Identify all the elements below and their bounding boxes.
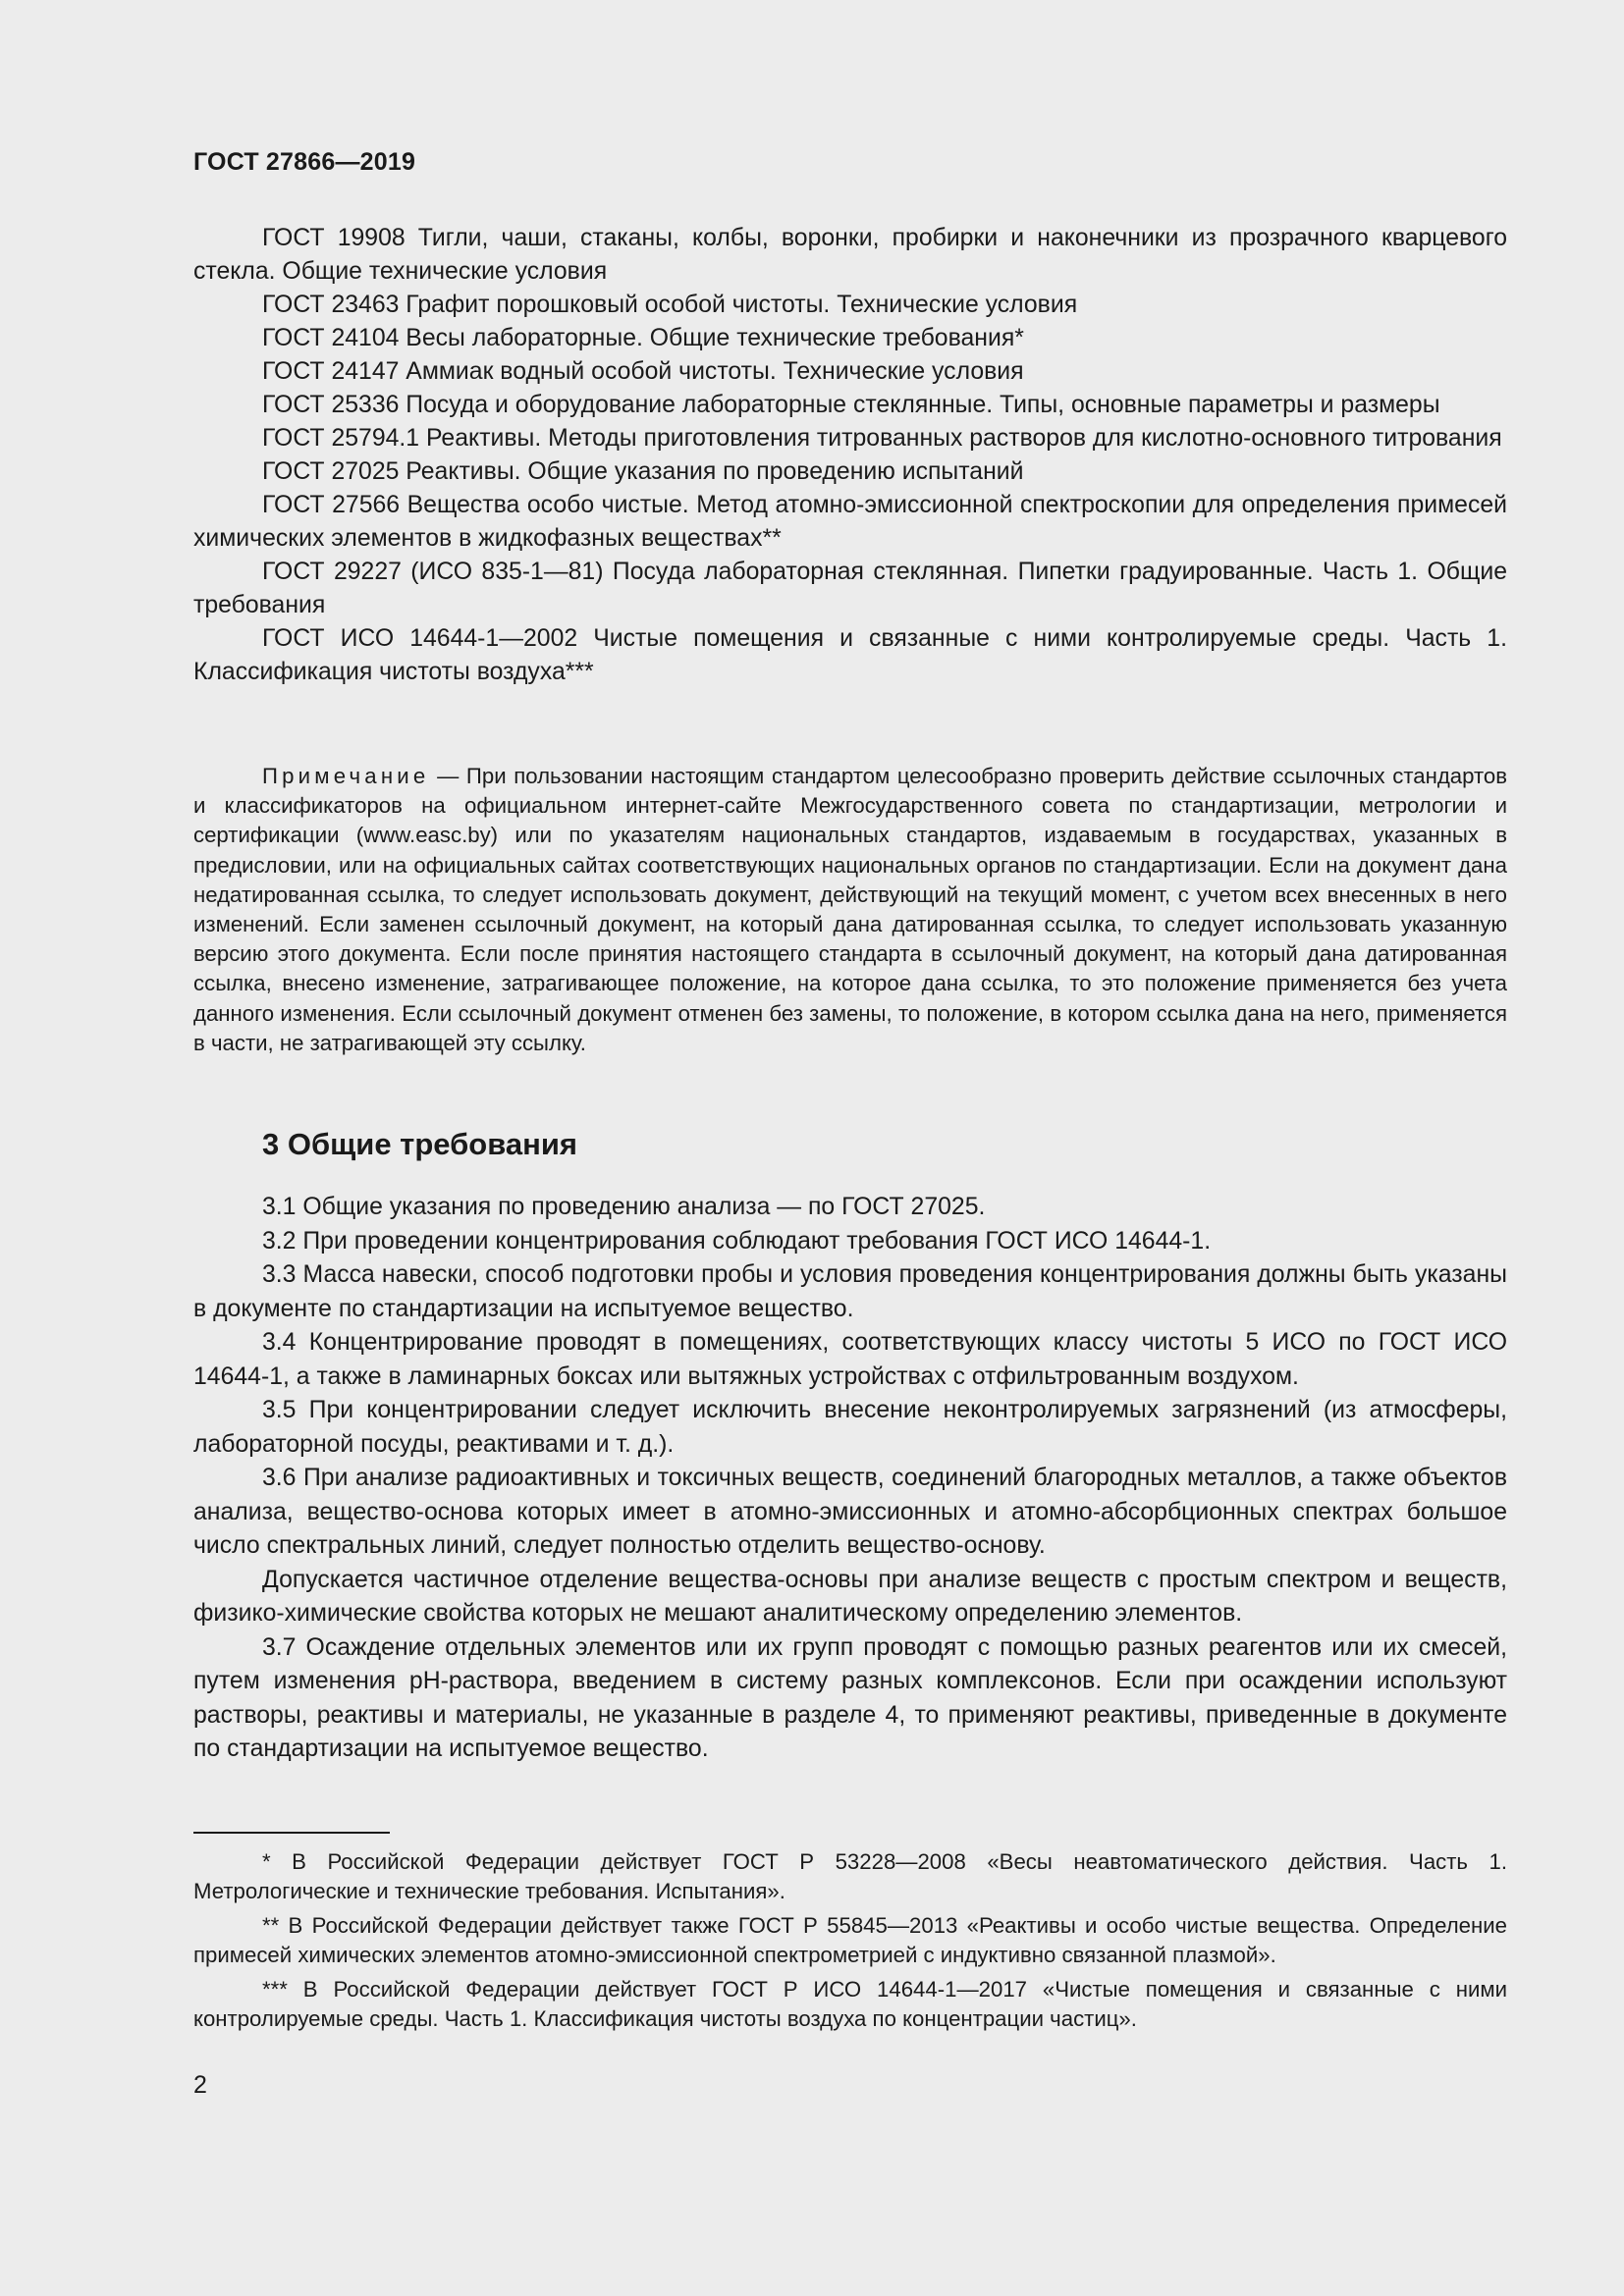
document-header: ГОСТ 27866—2019 [193,148,416,176]
normative-references-list [193,222,1507,689]
reference-item: ГОСТ 24104 Весы лабораторные. Общие технические требования* [262,325,1024,351]
section-paragraph: 3.4 Концентрирование проводят в помещениях, соответствующих классу чистоты 5 ИСО по ГОСТ ИСО 14644-1, а также в ламинарных боксах или вытяжных устройствах с отфильтрованным воздухом. [193,1329,1507,1390]
note-paragraph [193,762,1507,1058]
section-paragraph: 3.5 При концентрировании следует исключить внесение неконтролируемых загрязнений (из атмосферы, лабораторной посуды, реактивами и т. д.). [193,1397,1507,1458]
section-paragraph: 3.3 Масса навески, способ подготовки пробы и условия проведения концентрирования должны быть указаны в документе по стандартизации на испытуемое вещество. [193,1261,1507,1322]
section-paragraph: Допускается частичное отделение вещества-основы при анализе веществ с простым спектром и веществ, физико-химические свойства которых не мешают аналитическому определению элементов. [193,1566,1507,1627]
reference-item: ГОСТ 27566 Вещества особо чистые. Метод атомно-эмиссионной спектроскопии для определения примесей химических элементов в жидкофазных веществах** [193,492,1507,552]
note-label: Примечание [262,764,430,788]
reference-item: ГОСТ ИСО 14644-1—2002 Чистые помещения и связанные с ними контролируемые среды. Часть 1. Классификация чистоты воздуха*** [193,625,1507,685]
footnote-separator [193,1832,390,1834]
section-body [193,1191,1507,1767]
footnotes [193,1847,1507,2039]
reference-item: ГОСТ 24147 Аммиак водный особой чистоты. Технические условия [262,358,1024,385]
page-number: 2 [193,2071,207,2099]
section-title: 3 Общие требования [262,1127,577,1161]
reference-item: ГОСТ 29227 (ИСО 835-1—81) Посуда лабораторная стеклянная. Пипетки градуированные. Часть 1. Общие требования [193,559,1507,618]
section-paragraph: 3.1 Общие указания по проведению анализа — по ГОСТ 27025. [262,1194,986,1220]
reference-item: ГОСТ 25336 Посуда и оборудование лабораторные стеклянные. Типы, основные параметры и размеры [262,392,1440,418]
reference-item: ГОСТ 27025 Реактивы. Общие указания по проведению испытаний [262,458,1024,485]
reference-item: ГОСТ 23463 Графит порошковый особой чистоты. Технические условия [262,292,1078,318]
footnote-item: *** В Российской Федерации действует ГОСТ Р ИСО 14644-1—2017 «Чистые помещения и связанные с ними контролируемые среды. Часть 1. Классификация чистоты воздуха по концентрации частиц». [193,1977,1507,2031]
footnote-item: * В Российской Федерации действует ГОСТ Р 53228—2008 «Весы неавтоматического действия. Часть 1. Метрологические и технические требования. Испытания». [193,1849,1507,1903]
footnote-item: ** В Российской Федерации действует также ГОСТ Р 55845—2013 «Реактивы и особо чистые вещества. Определение примесей химических элементов атомно-эмиссионной спектрометрией с индуктивно связанной плазмой». [193,1913,1507,1967]
section-paragraph: 3.6 При анализе радиоактивных и токсичных веществ, соединений благородных металлов, а также объектов анализа, вещество-основа которых имеет в атомно-эмиссионных и атомно-абсорбционных спектрах большое число спектральных линий, следует полностью отделить вещество-основу. [193,1465,1507,1559]
reference-item: ГОСТ 25794.1 Реактивы. Методы приготовления титрованных растворов для кислотно-основного титрования [262,425,1502,452]
section-paragraph: 3.7 Осаждение отдельных элементов или их групп проводят с помощью разных реагентов или их смесей, путем изменения рН-раствора, введением в систему разных комплексонов. Если при осаждении используют растворы, реактивы и материалы, не указанные в разделе 4, то применяют реактивы, приведенные в документе по стандартизации на испытуемое вещество. [193,1633,1507,1762]
section-paragraph: 3.2 При проведении концентрирования соблюдают требования ГОСТ ИСО 14644-1. [262,1227,1212,1255]
note-text: — При пользовании настоящим стандартом целесообразно проверить действие ссылочных стандартов и классификаторов на официальном интернет-сайте Межгосударственного совета по стандартизации, метрологии и сертификации (www.easc.by) или по указателям национальных стандартов, издаваемым в государствах, указанных в предисловии, или на официальных сайтах соответствующих национальных органов по стандартизации. Если на документ дана недатированная ссылка, то следует использовать документ, действующий на текущий момент, с учетом всех внесенных в него изменений. Если заменен ссылочный документ, на который дана датированная ссылка, то следует использовать указанную версию этого документа. Если после принятия настоящего стандарта в ссылочный документ, на который дана датированная ссылка, внесено изменение, затрагивающее положение, на которое дана ссылка, то это положение применяется без учета данного изменения. Если ссылочный документ отменен без замены, то положение, в котором ссылка дана на него, применяется в части, не затрагивающей эту ссылку. [193,764,1507,1055]
reference-item: ГОСТ 19908 Тигли, чаши, стаканы, колбы, воронки, пробирки и наконечники из прозрачного кварцевого стекла. Общие технические условия [193,225,1507,285]
